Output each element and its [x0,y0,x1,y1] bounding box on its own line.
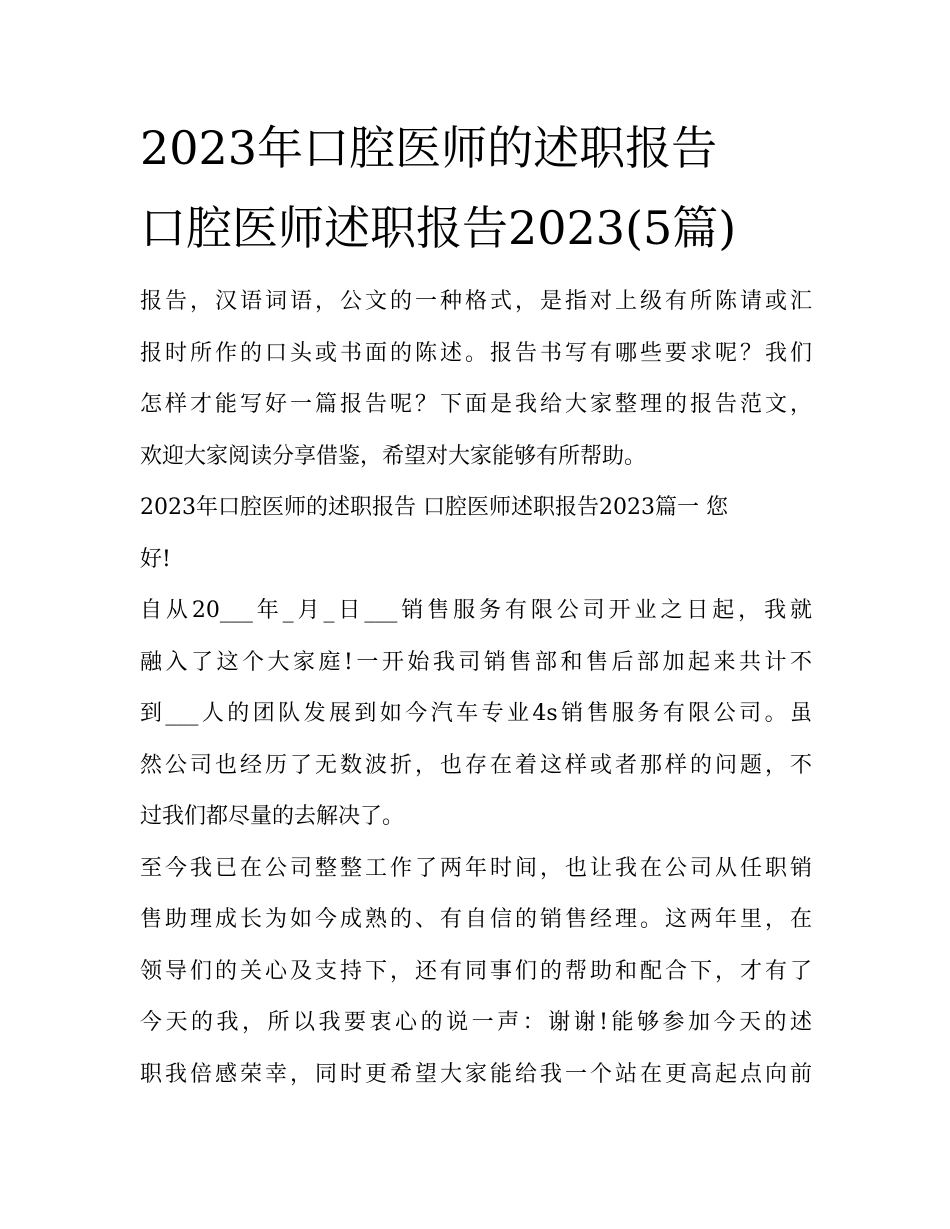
body-line: 到___人的团队发展到如今汽车专业4s销售服务有限公司。虽 [140,701,812,726]
body-line: 报时所作的口头或书面的陈述。报告书写有哪些要求呢？我们 [140,340,812,366]
body-line: 售助理成长为如今成熟的、有自信的销售经理。这两年里，在 [140,907,812,932]
body-line: 领导们的关心及支持下，还有同事们的帮助和配合下，才有了 [140,958,812,984]
body-line: 欢迎大家阅读分享借鉴，希望对大家能够有所帮助。 [140,443,647,469]
body-line: 自从20___年_月_日___销售服务有限公司开业之日起，我就 [140,598,812,623]
body-line: 2023年口腔医师的述职报告 口腔医师述职报告2023篇一 您 [140,495,728,520]
body-line: 报告，汉语词语，公文的一种格式，是指对上级有所陈请或汇 [140,289,812,314]
body-line: 怎样才能写好一篇报告呢？下面是我给大家整理的报告范文， [140,392,812,417]
document-title: 2023年口腔医师的述职报告 [140,121,718,175]
body-line: 职我倍感荣幸，同时更希望大家能给我一个站在更高起点向前 [140,1061,812,1087]
body-line: 然公司也经历了无数波折，也存在着这样或者那样的问题，不 [140,752,812,778]
body-line: 融入了这个大家庭!一开始我司销售部和售后部加起来共计不 [140,649,812,675]
body-line: 今天的我，所以我要衷心的说一声：谢谢!能够参加今天的述 [140,1010,812,1035]
document-subtitle: 口腔医师述职报告2023(5篇) [140,201,737,255]
document-body [140,276,812,1100]
body-line: 好! [140,546,171,572]
body-line: 过我们都尽量的去解决了。 [140,804,405,829]
body-line: 至今我已在公司整整工作了两年时间，也让我在公司从任职销 [140,855,812,881]
